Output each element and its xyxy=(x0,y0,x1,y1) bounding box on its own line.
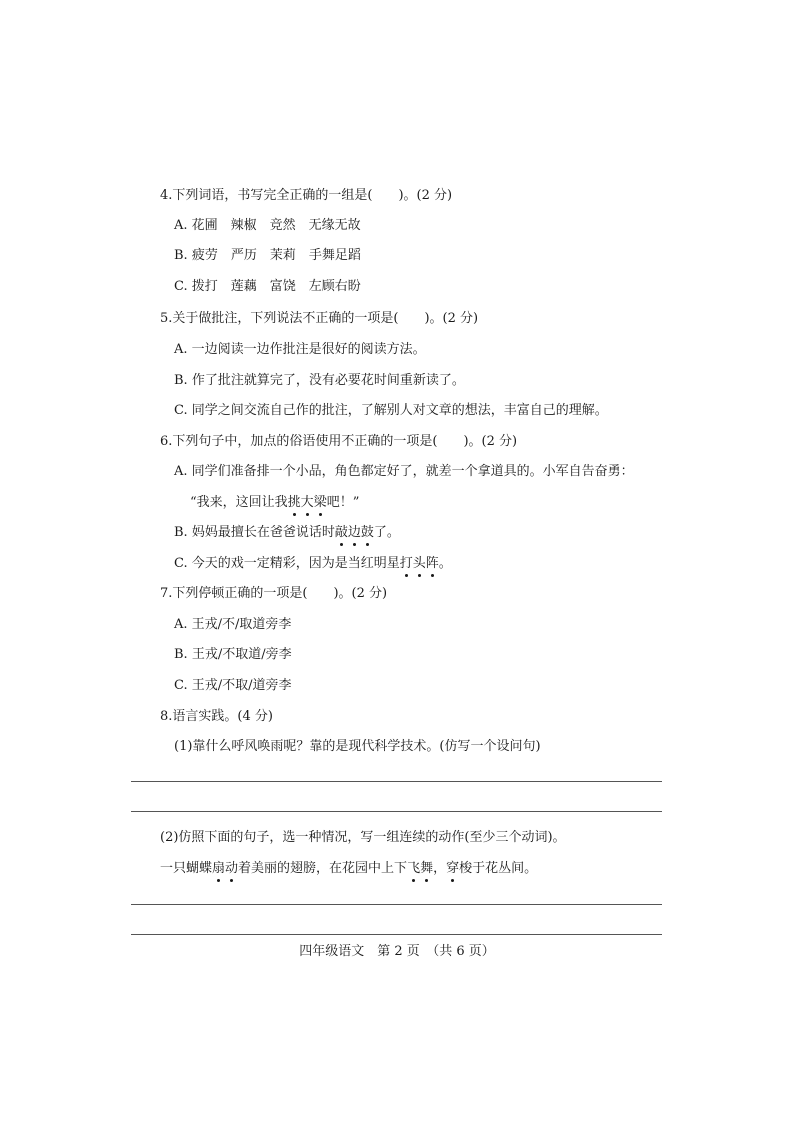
q6-option-b xyxy=(174,524,400,542)
q6-em-char: 鼓 xyxy=(360,525,374,540)
q8-part2: (2)仿照下面的句子，选一种情况，写一组连续的动作(至少三个动词)。 xyxy=(160,830,566,845)
answer-line[interactable] xyxy=(131,904,662,905)
ex-em-char: 动 xyxy=(225,861,239,876)
ex-comma: ， xyxy=(433,861,447,876)
q6-b-pre: B. 妈妈最擅长在爸爸说话时 xyxy=(174,525,335,540)
q7-stem: 7.下列停顿正确的一项是( )。(2 分) xyxy=(160,586,388,601)
q4-option-b: B. 疲劳 严历 茉莉 手舞足蹈 xyxy=(174,248,361,263)
ex-em-char: 飞 xyxy=(407,861,421,876)
q7-option-c: C. 王戎/不取/道旁李 xyxy=(174,678,292,693)
q6-em-char: 打 xyxy=(399,556,413,571)
q6-c-pre: C. 今天的戏一定精彩，因为是当红明星 xyxy=(174,556,400,571)
q5-option-a: A. 一边阅读一边作批注是很好的阅读方法。 xyxy=(174,342,426,357)
q4-stem: 4.下列词语，书写完全正确的一组是( )。(2 分) xyxy=(160,188,453,203)
q6-em-char: 挑 xyxy=(287,495,301,510)
q4-option-a: A. 花圃 辣椒 竞然 无缘无故 xyxy=(174,218,361,233)
q6-em-char: 边 xyxy=(347,525,361,540)
q4-option-c: C. 拨打 莲藕 富饶 左顾右盼 xyxy=(174,279,361,294)
q7-option-a: A. 王戎/不/取道旁李 xyxy=(174,617,292,632)
q6-em-char: 大 xyxy=(300,495,314,510)
answer-line[interactable] xyxy=(131,811,662,812)
q6-quote-post: 吧！” xyxy=(326,495,360,510)
ex-em-char: 舞 xyxy=(420,861,434,876)
q6-em-char: 阵 xyxy=(425,556,439,571)
q6-stem: 6.下列句子中，加点的俗语使用不正确的一项是( )。(2 分) xyxy=(160,434,518,449)
q6-em-char: 头 xyxy=(412,556,426,571)
q6-b-post: 了。 xyxy=(373,525,400,540)
q7-option-b: B. 王戎/不取道/旁李 xyxy=(174,647,292,662)
q6-c-post: 。 xyxy=(438,556,452,571)
q8-example xyxy=(160,860,537,878)
ex-pre: 一只蝴蝶 xyxy=(160,861,213,876)
answer-line[interactable] xyxy=(131,781,662,782)
ex-post: 梭于花丛间。 xyxy=(459,861,538,876)
q5-option-b: B. 作了批注就算完了，没有必要花时间重新读了。 xyxy=(174,373,465,388)
q8-stem: 8.语言实践。(4 分) xyxy=(160,709,273,724)
q5-stem: 5.关于做批注，下列说法不正确的一项是( )。(2 分) xyxy=(160,311,479,326)
q8-part1: (1)靠什么呼风唤雨呢？靠的是现代科学技术。(仿写一个设问句) xyxy=(174,739,541,754)
ex-em-char: 穿 xyxy=(446,861,460,876)
page-footer: 四年级语文 第 2 页 （共 6 页） xyxy=(299,944,495,959)
q6-em-char: 敲 xyxy=(334,525,348,540)
q6-em-char: 梁 xyxy=(313,495,327,510)
q5-option-c: C. 同学之间交流自己作的批注，了解别人对文章的想法，丰富自己的理解。 xyxy=(174,403,608,418)
ex-mid: 着美丽的翅膀，在花园中上下 xyxy=(238,861,408,876)
q6-option-c xyxy=(174,555,452,573)
q6-quote-pre: “我来，这回让我 xyxy=(190,495,288,510)
ex-em-char: 扇 xyxy=(212,861,226,876)
q6-option-a: A. 同学们准备排一个小品，角色都定好了，就差一个拿道具的。小军自告奋勇： xyxy=(174,464,634,479)
q6-option-a-quote xyxy=(190,494,359,512)
footer-rule xyxy=(131,934,662,935)
